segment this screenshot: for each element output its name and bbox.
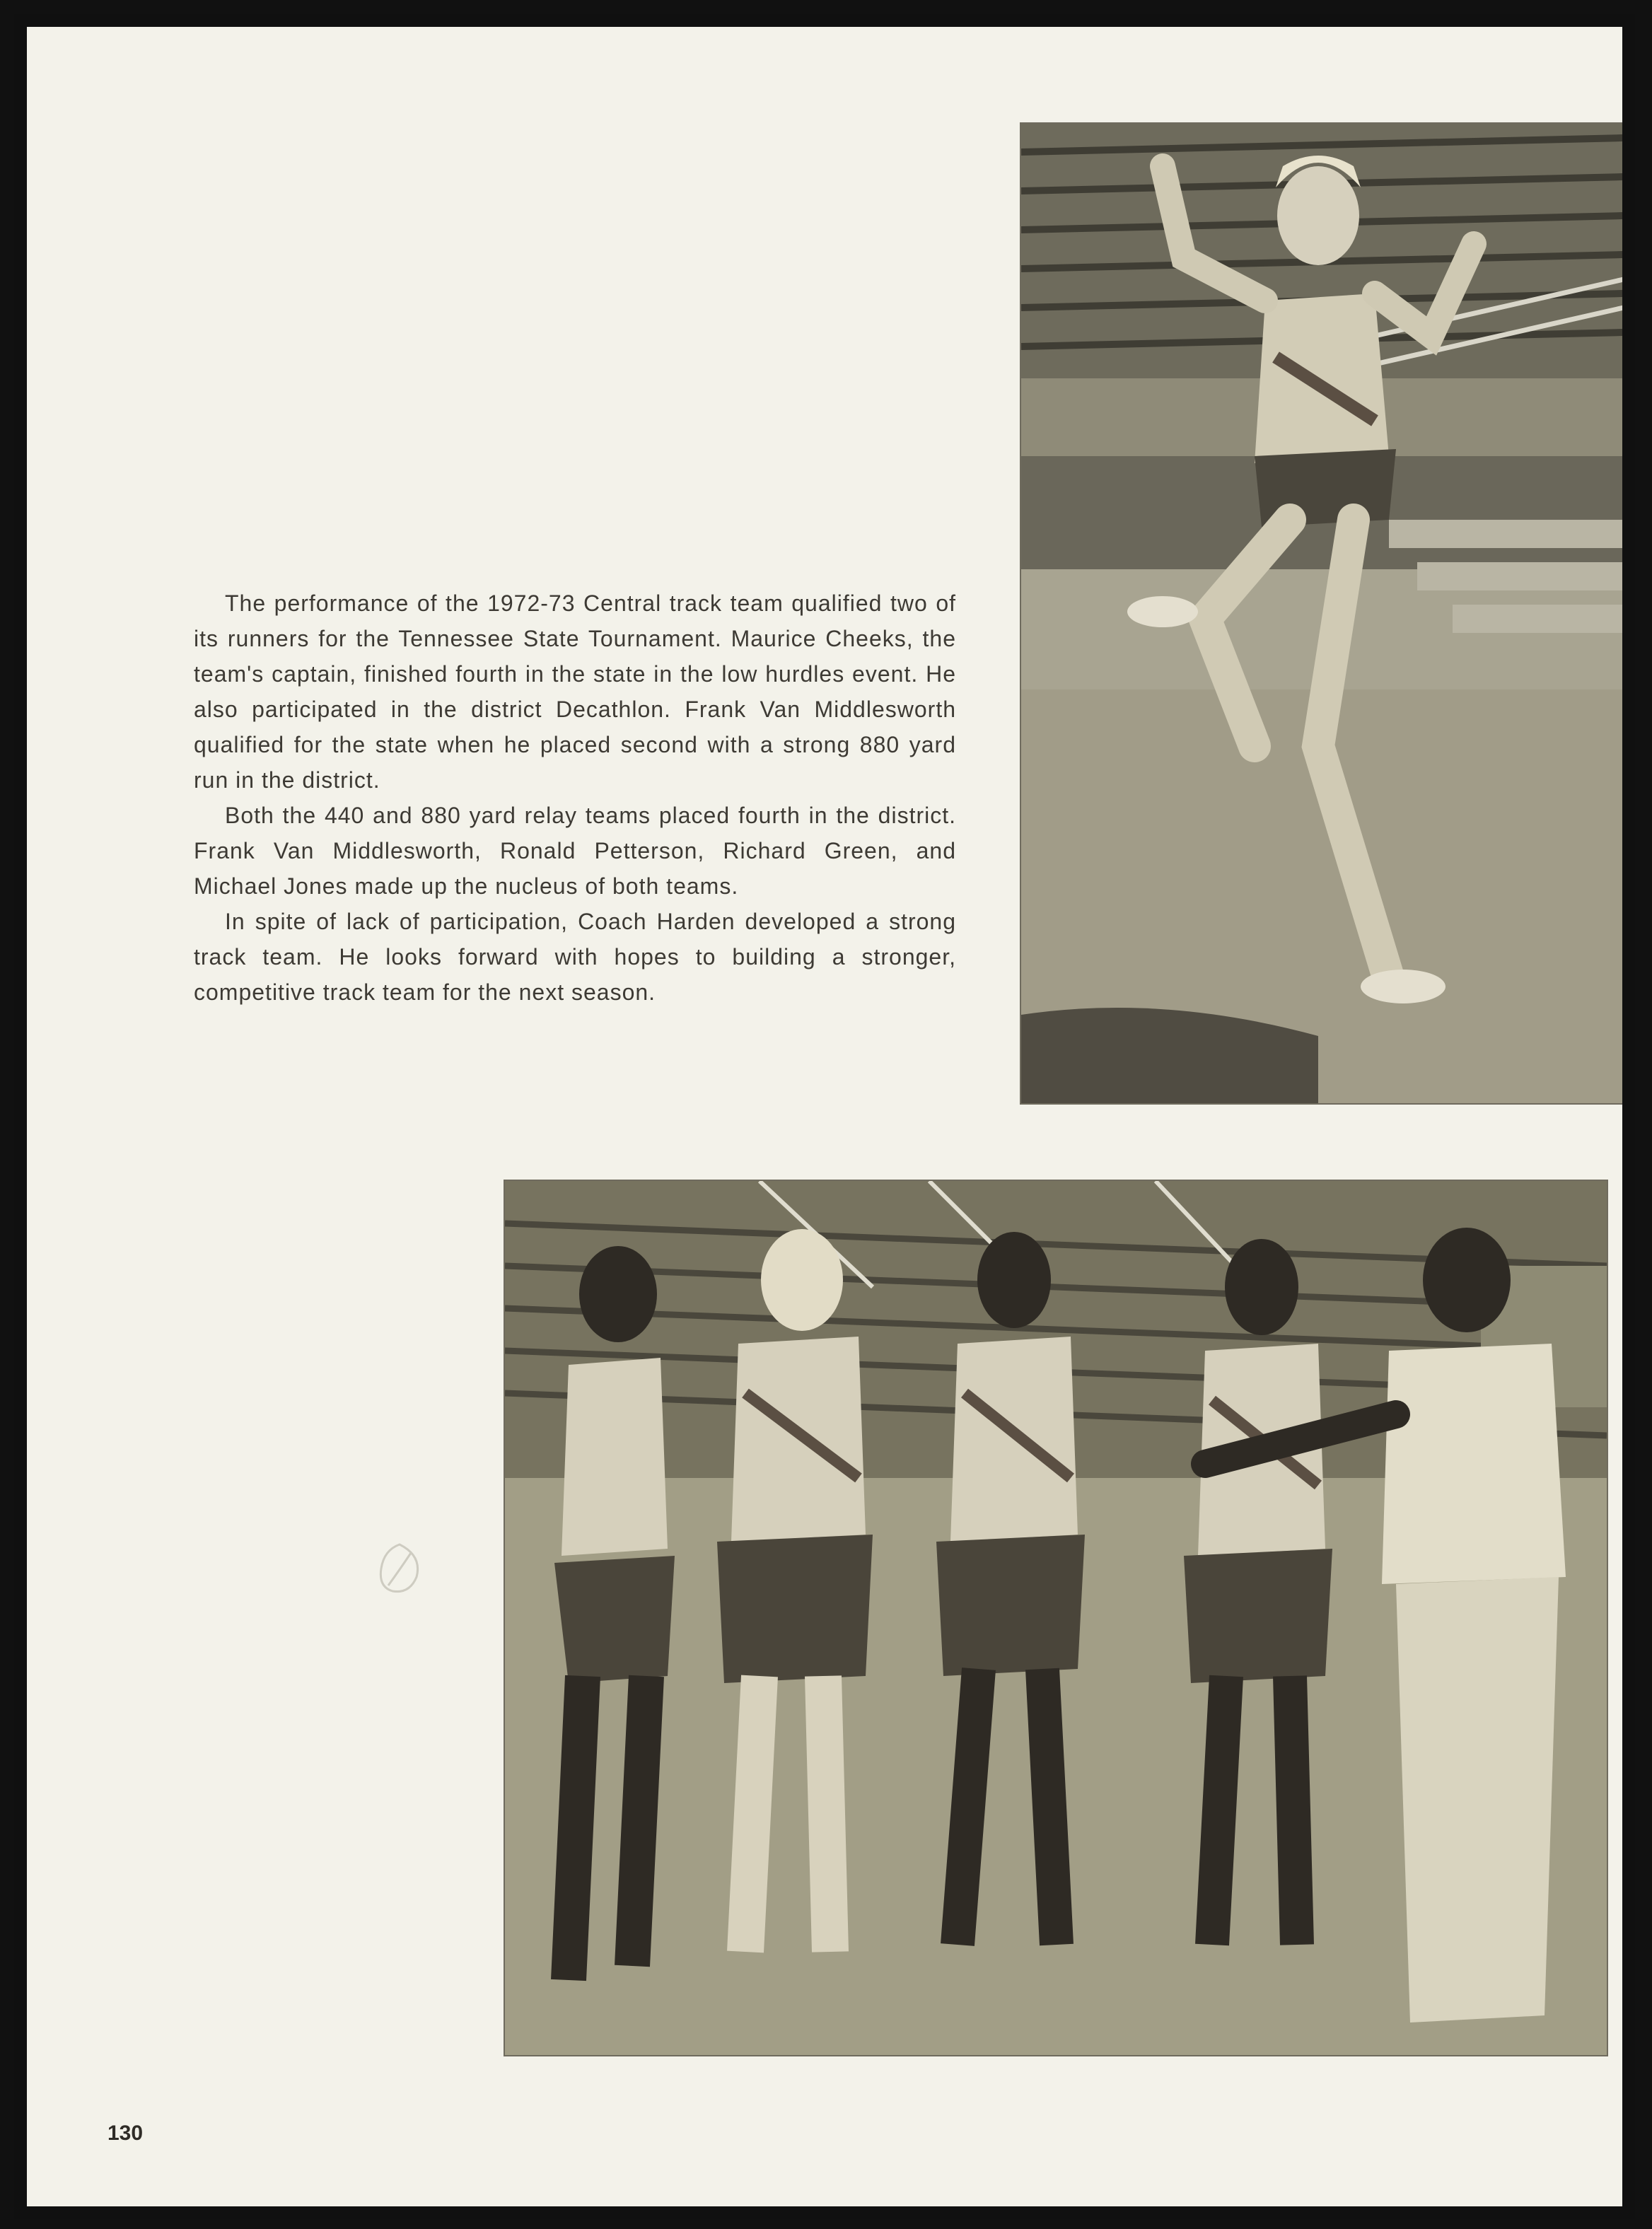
yearbook-page <box>14 14 1635 2219</box>
article-paragraph: Both the 440 and 880 yard relay teams placed fourth in the district. Frank Van Middlesworth, Ronald Petterson, Richard Green, and Michael Jones made up the nucleus of both teams. <box>194 803 956 899</box>
article-paragraph: In spite of lack of participation, Coach Harden developed a strong track team. He looks forward with hopes to building a stronger, competitive track team for the next season. <box>194 909 956 1005</box>
relay-team-photo <box>504 1180 1608 2056</box>
leaf-icon <box>376 1542 424 1595</box>
article-paragraph: The performance of the 1972-73 Central track team qualified two of its runners for the Tennessee State Tournament. Maurice Cheeks, the team's captain, finished fourth in the state in the low hurdles event. He also participated in the district Decathlon. Frank Van Middlesworth qualified for the state when he placed second with a strong 880 yard run in the district. <box>194 590 956 793</box>
runner-photo-illustration <box>1021 124 1624 1103</box>
page-number: 130 <box>107 2122 144 2145</box>
article-text <box>194 586 956 1010</box>
runner-photo <box>1020 122 1625 1105</box>
relay-team-photo-illustration <box>505 1181 1607 2055</box>
